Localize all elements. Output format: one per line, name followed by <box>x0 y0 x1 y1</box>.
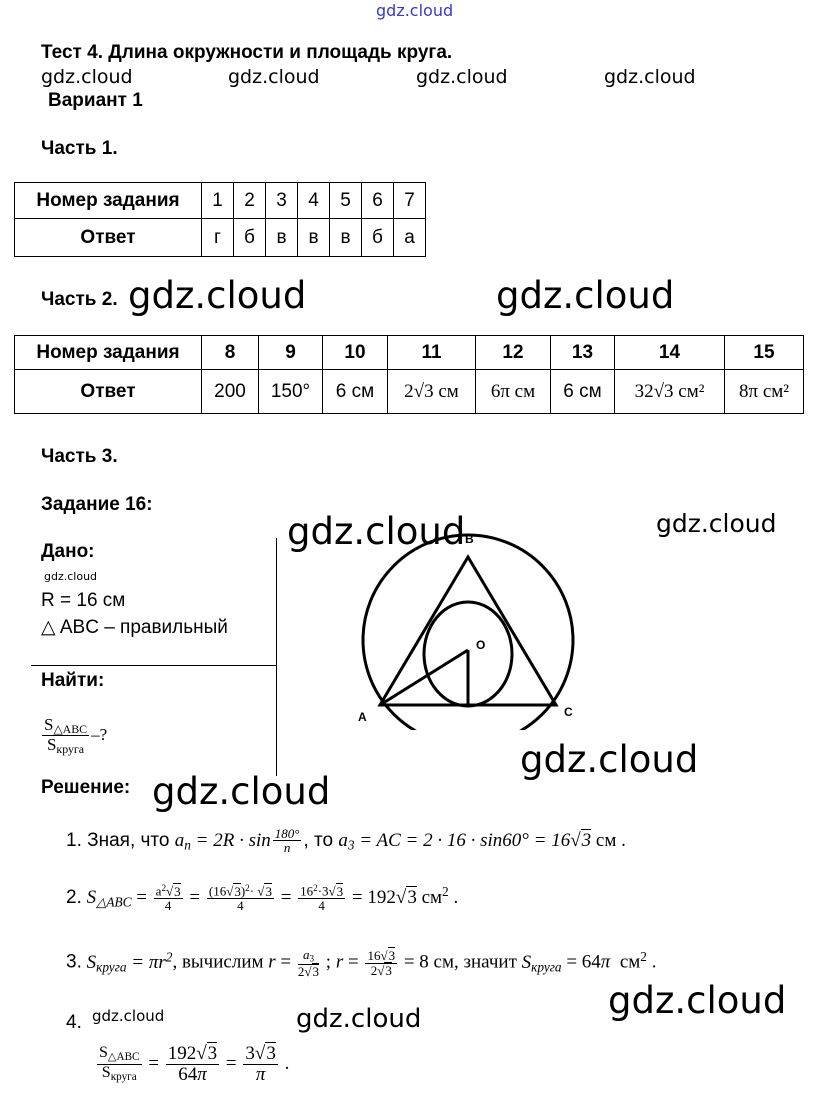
watermark-figure-left: gdz.cloud <box>287 510 466 553</box>
watermark-solution: gdz.cloud <box>152 770 331 813</box>
given-divider-vertical <box>276 538 277 776</box>
watermark-row-4: gdz.cloud <box>604 66 696 88</box>
part1-answer-cell: г <box>202 219 234 257</box>
part1-task-cell: 4 <box>298 183 330 219</box>
part2-answer-cell: 32√3 см² <box>615 370 725 414</box>
part1-answer-label: Ответ <box>15 219 202 257</box>
geometry-figure <box>350 525 590 730</box>
part2-task-cell: 14 <box>615 336 725 370</box>
task16-heading: Задание 16: <box>41 494 153 515</box>
vertex-label-a: A <box>358 710 367 724</box>
part1-answer-cell: а <box>394 219 426 257</box>
center-label-o: O <box>476 638 486 652</box>
part3-heading: Часть 3. <box>41 446 118 467</box>
part2-heading: Часть 2. <box>41 289 118 310</box>
watermark-step4-small: gdz.cloud <box>92 1007 165 1025</box>
part1-answer-cell: в <box>298 219 330 257</box>
part2-table <box>14 335 804 414</box>
vertex-label-b: B <box>465 532 474 546</box>
part2-task-cell: 11 <box>388 336 476 370</box>
part1-table <box>14 182 426 257</box>
part2-task-cell: 8 <box>202 336 259 370</box>
find-label: Найти: <box>41 670 105 691</box>
part1-task-cell: 7 <box>394 183 426 219</box>
watermark-part2-2: gdz.cloud <box>496 274 675 317</box>
watermark-step4-mid: gdz.cloud <box>296 1004 422 1034</box>
part1-task-cell: 3 <box>266 183 298 219</box>
given-label: Дано: <box>41 541 95 562</box>
part1-task-cell: 2 <box>234 183 266 219</box>
watermark-row-3: gdz.cloud <box>416 66 508 88</box>
part2-answer-label: Ответ <box>15 370 202 414</box>
watermark-figure-bottom: gdz.cloud <box>520 738 699 781</box>
watermark-figure-right: gdz.cloud <box>656 509 777 538</box>
solution-step-4-number: 4. <box>66 1012 82 1033</box>
part1-answer-cell: в <box>330 219 362 257</box>
solution-step-1: 1. Зная, что $a_n = 2R \cdot \sin$ $\frac{180^\circ}{n}$ , то $a_3$ = AC = 2 · 16 · sin60° = 16√3 см . <box>66 825 626 856</box>
part2-task-cell: 15 <box>725 336 804 370</box>
part1-answer-cell: б <box>362 219 394 257</box>
vertex-label-c: C <box>564 705 573 719</box>
watermark-given-small: gdz.cloud <box>44 570 98 583</box>
part1-answer-cell: в <box>266 219 298 257</box>
part2-task-cell: 12 <box>476 336 551 370</box>
given-radius: R = 16 см <box>41 590 126 611</box>
watermark-step3: gdz.cloud <box>608 979 787 1022</box>
part1-answer-cell: б <box>234 219 266 257</box>
watermark-row-1: gdz.cloud <box>41 66 133 88</box>
watermark-row-2: gdz.cloud <box>228 66 320 88</box>
part2-answer-row <box>15 370 804 414</box>
part2-answer-cell: 150° <box>259 370 323 414</box>
part2-task-cell: 10 <box>323 336 388 370</box>
part2-answer-cell: 6π см <box>476 370 551 414</box>
find-ratio: $\frac{S_{\triangle ABC}}{S_{круга}}$ –? <box>44 715 108 757</box>
watermark-part2-1: gdz.cloud <box>128 274 307 317</box>
part1-heading: Часть 1. <box>41 138 118 159</box>
test-title: Тест 4. Длина окружности и площадь круга. <box>41 42 453 63</box>
part2-answer-cell: 6 см <box>323 370 388 414</box>
part2-task-cell: 13 <box>551 336 615 370</box>
part1-task-row <box>15 183 426 219</box>
variant-label: Вариант 1 <box>48 90 143 111</box>
solution-step-2: 2. $S_{\triangle ABC}$ = $\frac{a^2√3}{4}$ = $\frac{(16√3)^2\cdot √3}{4}$ = $\frac{16^2\cdot 3√3}{4}$ = 192√3 $см^2$ . <box>66 883 459 914</box>
part2-task-cell: 9 <box>259 336 323 370</box>
given-triangle: △ ABC – правильный <box>41 617 228 638</box>
part1-task-cell: 5 <box>330 183 362 219</box>
part2-answer-cell: 2√3 см <box>388 370 476 414</box>
given-divider-horizontal <box>31 665 276 666</box>
part2-answer-cell: 200 <box>202 370 259 414</box>
part1-answer-row <box>15 219 426 257</box>
solution-step-3: 3. $S_{круга} = \pi r^2$, вычислим r = $\frac{a_3}{2√3}$ ; r = $\frac{16√3}{2√3}$ = 8 см, значит $S_{круга} = 64\pi$ $см^2$ . <box>66 947 657 979</box>
part2-task-row <box>15 336 804 370</box>
part1-task-cell: 6 <box>362 183 394 219</box>
part1-task-label: Номер задания <box>15 183 202 219</box>
part1-task-cell: 1 <box>202 183 234 219</box>
watermark-top: gdz.cloud <box>376 1 454 20</box>
solution-label: Решение: <box>41 777 131 798</box>
part2-task-label: Номер задания <box>15 336 202 370</box>
solution-step-4: $\frac{S_{\triangle ABC}}{S_{круга}}$ = $\frac{192√3}{64\pi}$ = $\frac{3√3}{\pi}$ . <box>99 1043 290 1085</box>
part2-answer-cell: 8π см² <box>725 370 804 414</box>
part2-answer-cell: 6 см <box>551 370 615 414</box>
